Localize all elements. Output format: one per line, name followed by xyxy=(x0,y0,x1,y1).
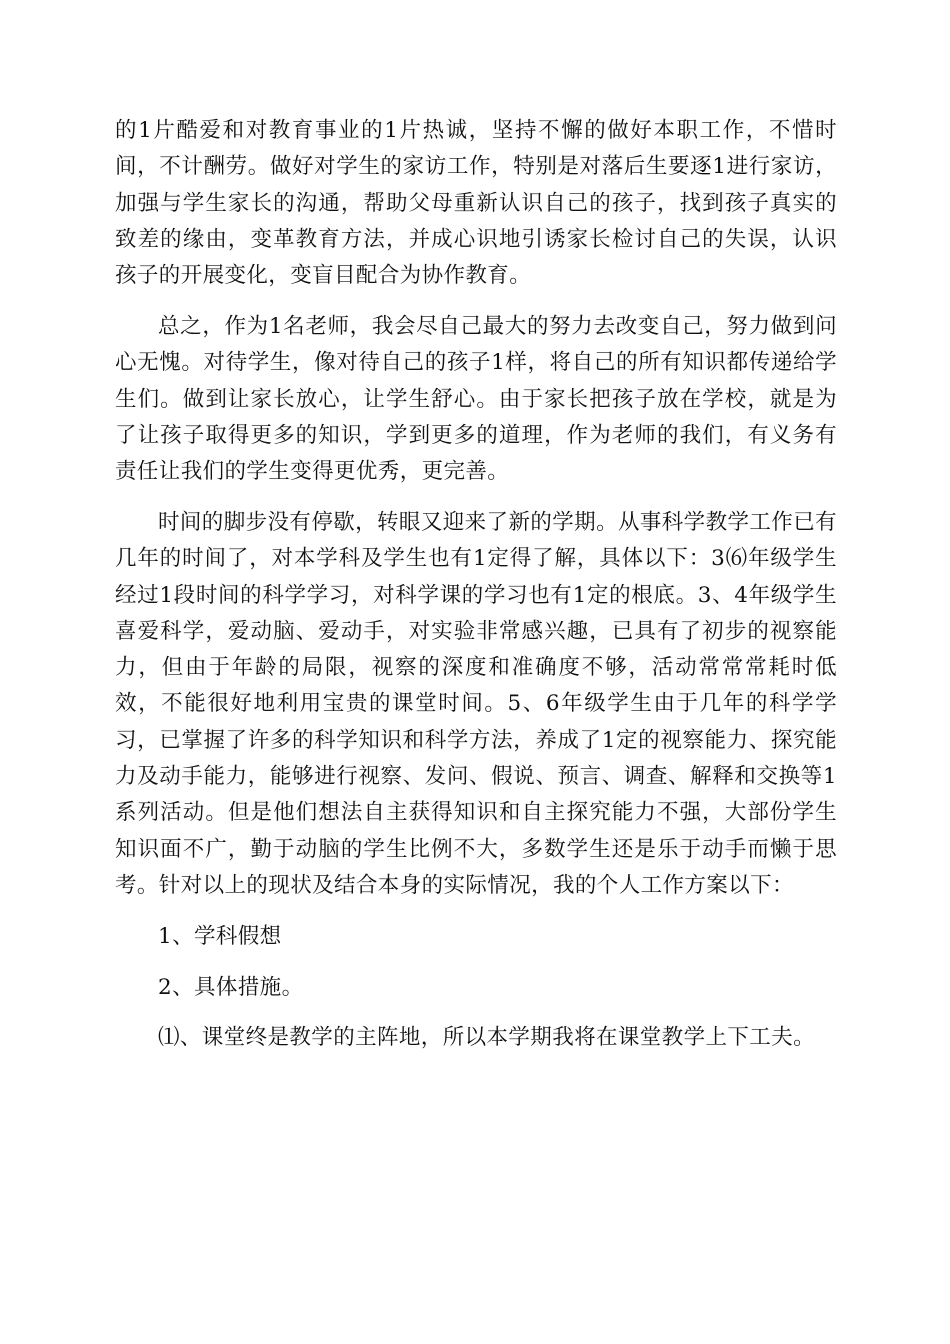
document-body xyxy=(115,113,837,1057)
paragraph-continuation: 的1片酷爱和对教育事业的1片热诚，坚持不懈的做好本职工作，不惜时间，不计酬劳。做好对学生的家访工作，特别是对落后生要逐1进行家访，加强与学生家长的沟通，帮助父母重新认识自己的孩子，找到孩子真实的致差的缘由，变革教育方法，并成心识地引诱家长检讨自己的失误，认识孩子的开展变化，变盲目配合为协作教育。 xyxy=(115,118,837,289)
heading-subject-idea: 1、学科假想 xyxy=(158,923,282,949)
paragraph-summary: 总之，作为1名老师，我会尽自己最大的努力去改变自己，努力做到问心无愧。对待学生，像对待自己的孩子1样，将自己的所有知识都传递给学生们。做到让家长放心，让学生舒心。由于家长把孩子放在学校，就是为了让孩子取得更多的知识，学到更多的道理，作为老师的我们，有义务有责任让我们的学生变得更优秀，更完善。 xyxy=(115,313,837,485)
paragraph-classroom: ⑴、课堂终是教学的主阵地，所以本学期我将在课堂教学上下工夫。 xyxy=(158,1025,816,1051)
heading-specific-measures: 2、具体措施。 xyxy=(158,974,304,1000)
paragraph-semester-plan: 时间的脚步没有停歇，转眼又迎来了新的学期。从事科学教学工作已有几年的时间了，对本学科及学生也有1定得了解，具体以下：3⑹年级学生经过1段时间的科学学习，对科学课的学习也有1定的根底。3、4年级学生喜爱科学，爱动脑、爱动手，对实验非常感兴趣，已具有了初步的视察能力，但由于年龄的局限，视察的深度和准确度不够，活动常常常耗时低效，不能很好地利用宝贵的课堂时间。5、6年级学生由于几年的科学学习，已掌握了许多的科学知识和科学方法，养成了1定的视察能力、探究能力及动手能力，能够进行视察、发问、假说、预言、调查、解释和交换等1系列活动。但是他们想法自主获得知识和自主探究能力不强，大部份学生知识面不广，勤于动脑的学生比例不大，多数学生还是乐于动手而懒于思考。针对以上的现状及结合本身的实际情况，我的个人工作方案以下： xyxy=(115,509,837,898)
